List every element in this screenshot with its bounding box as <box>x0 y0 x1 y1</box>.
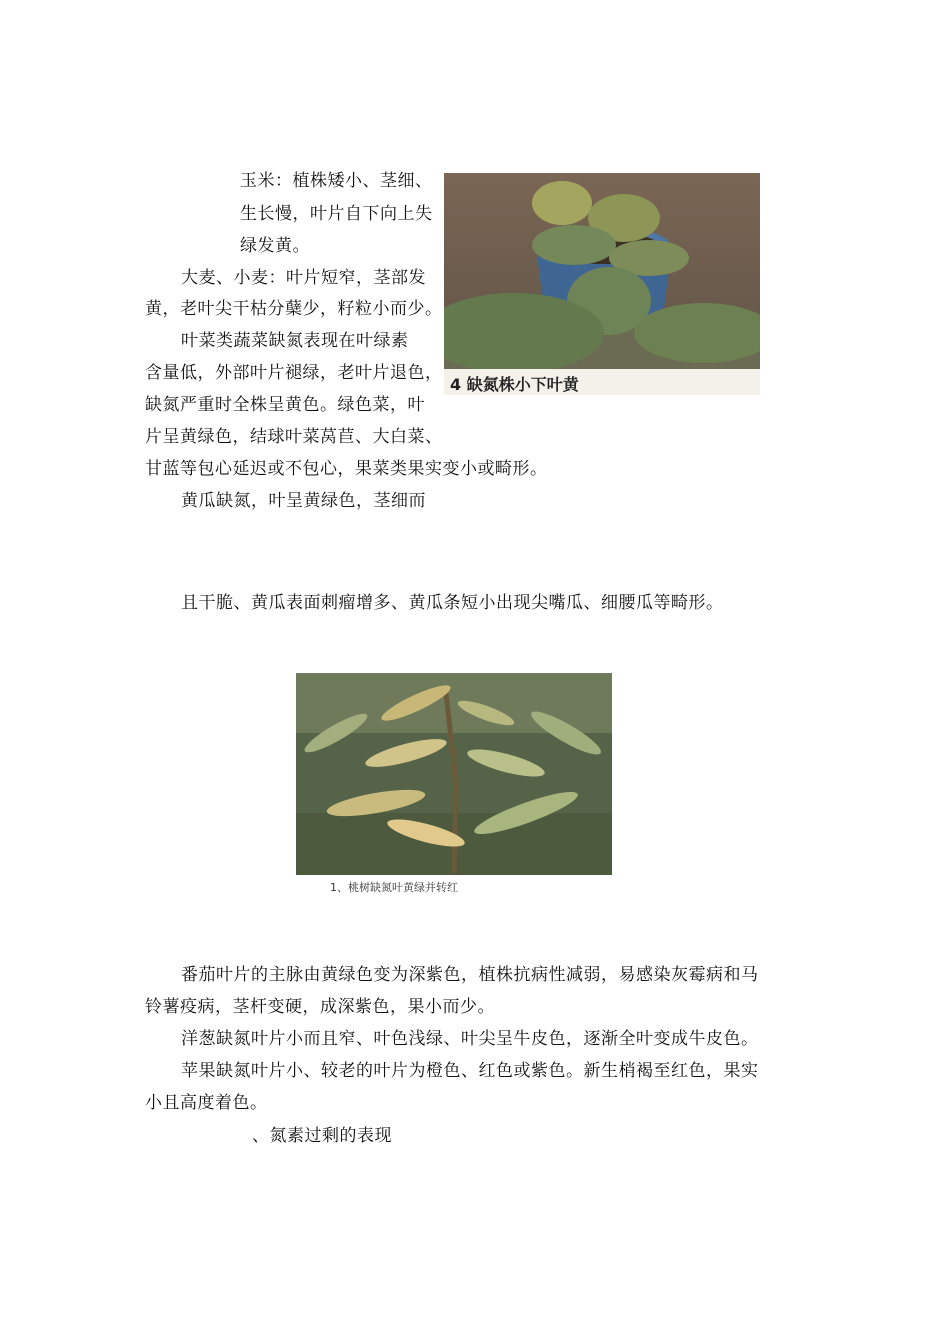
plant-photo-art <box>444 173 760 395</box>
nitrogen-excess-heading: 、氮素过剩的表现 <box>252 1126 392 1146</box>
cucumber-line-2: 且干脆、黄瓜表面刺瘤增多、黄瓜条短小出现尖嘴瓜、细腰瓜等畸形。 <box>181 593 724 613</box>
plant-photo-caption: 4 缺氮株小下叶黄 <box>450 375 579 394</box>
leafy-line-1: 叶菜类蔬菜缺氮表现在叶绿素 <box>181 331 409 351</box>
corn-line-1: 玉米：植株矮小、茎细、 <box>240 171 433 191</box>
peach-tree-photo <box>296 673 612 900</box>
leafy-line-2: 含量低，外部叶片褪绿，老叶片退色， <box>145 363 443 383</box>
peach-photo-caption: 1、桃树缺氮叶黄绿并转红 <box>330 881 458 894</box>
peach-tree-photo-art <box>296 673 612 900</box>
corn-line-2: 生长慢，叶片自下向上失 <box>240 204 433 224</box>
barley-line-2: 黄，老叶尖干枯分蘖少，籽粒小而少。 <box>145 299 443 319</box>
leafy-line-5: 甘蓝等包心延迟或不包心，果菜类果实变小或畸形。 <box>145 459 548 479</box>
leafy-line-3: 缺氮严重时全株呈黄色。绿色菜，叶 <box>145 395 425 415</box>
nitrogen-deficient-plant-photo <box>444 173 760 395</box>
apple-line-1: 苹果缺氮叶片小、较老的叶片为橙色、红色或紫色。新生梢褐至红色，果实 <box>181 1061 759 1081</box>
corn-line-3: 绿发黄。 <box>240 236 310 256</box>
barley-line-1: 大麦、小麦：叶片短窄，茎部发 <box>181 268 426 288</box>
onion-line-1: 洋葱缺氮叶片小而且窄、叶色浅绿、叶尖呈牛皮色，逐渐全叶变成牛皮色。 <box>181 1029 759 1049</box>
apple-line-2: 小且高度着色。 <box>145 1093 268 1113</box>
cucumber-line-1: 黄瓜缺氮，叶呈黄绿色，茎细而 <box>181 491 426 511</box>
leafy-line-4: 片呈黄绿色，结球叶菜莴苣、大白菜、 <box>145 427 443 447</box>
tomato-line-1: 番茄叶片的主脉由黄绿色变为深紫色，植株抗病性减弱，易感染灰霉病和马 <box>181 965 759 985</box>
tomato-line-2: 铃薯疫病，茎杆变硬，成深紫色，果小而少。 <box>145 997 495 1017</box>
